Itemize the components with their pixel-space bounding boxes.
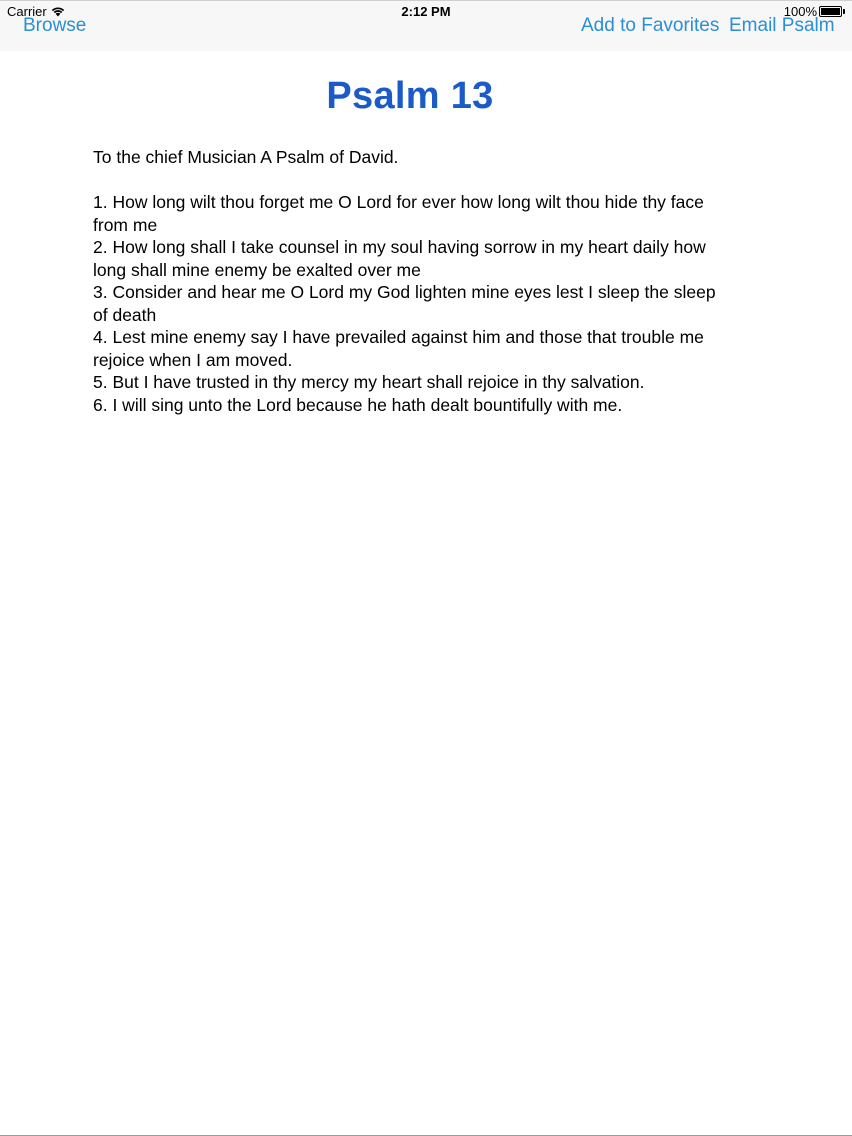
- verse-1: 1. How long wilt thou forget me O Lord for ever how long wilt thou hide thy face from me: [93, 192, 704, 235]
- battery-percent: 100%: [783, 4, 817, 19]
- verse-2: 2. How long shall I take counsel in my soul having sorrow in my heart daily how long shall mine enemy be exalted over me: [93, 237, 706, 280]
- verse-5: 5. But I have trusted in thy mercy my heart shall rejoice in thy salvation.: [93, 372, 645, 392]
- psalm-superscription: To the chief Musician A Psalm of David.: [93, 147, 399, 167]
- verse-3: 3. Consider and hear me O Lord my God lighten mine eyes lest I sleep the sleep of death: [93, 282, 716, 325]
- carrier-label: Carrier: [7, 4, 47, 19]
- add-to-favorites-button[interactable]: Add to Favorites: [581, 15, 720, 36]
- battery-fill: [821, 8, 840, 15]
- verse-4: 4. Lest mine enemy say I have prevailed against him and those that trouble me rejoice when I am moved.: [93, 327, 704, 370]
- battery-tip: [843, 9, 845, 14]
- navigation-bar: [0, 15, 852, 51]
- verse-6: 6. I will sing unto the Lord because he hath dealt bountifully with me.: [93, 394, 623, 415]
- email-psalm-button[interactable]: Email Psalm: [729, 15, 835, 36]
- status-bar: [0, 1, 852, 21]
- psalm-title: Psalm 13: [326, 75, 494, 117]
- browse-button[interactable]: Browse: [23, 15, 87, 36]
- psalm-text: [93, 146, 733, 416]
- status-time: 2:12 PM: [401, 4, 451, 19]
